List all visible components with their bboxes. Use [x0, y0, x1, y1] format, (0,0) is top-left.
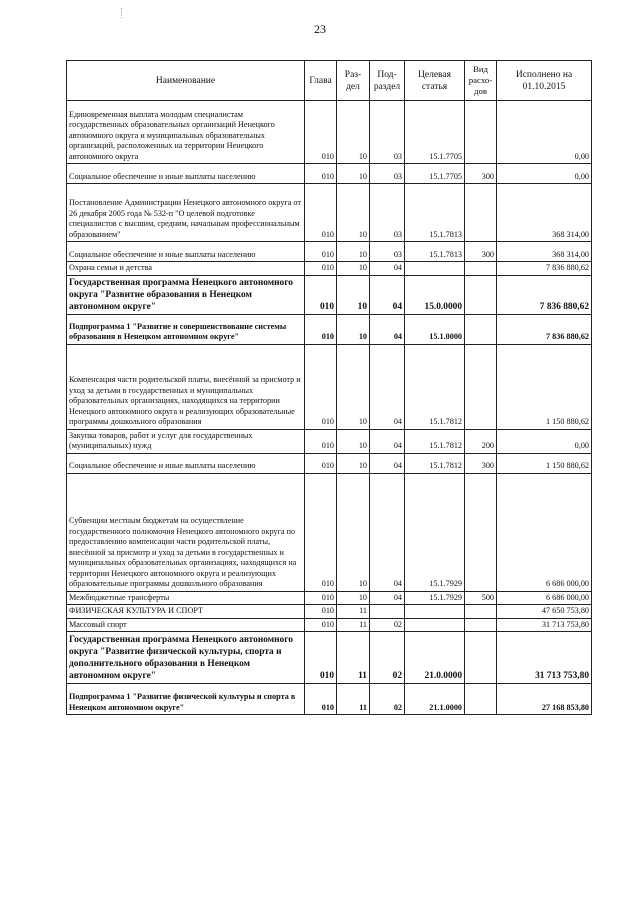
table-row — [67, 632, 592, 684]
row-name-cell: Социальное обеспечение и иные выплаты населению — [67, 453, 305, 473]
table-row — [67, 164, 592, 184]
table-row — [67, 275, 592, 314]
row-name-cell: Постановление Администрации Ненецкого автономного округа от 26 декабря 2005 года № 532-п "О целевой подготовке специалистов с высшим, средним, начальным профессиональным образованием" — [67, 184, 305, 242]
row-glava-cell: 010 — [305, 164, 337, 184]
row-vid-cell — [465, 101, 497, 164]
row-razdel-cell: 11 — [337, 632, 370, 684]
row-value-cell: 1 150 880,62 — [497, 344, 592, 429]
row-value-cell: 6 686 000,00 — [497, 473, 592, 591]
header-name: Наименование — [67, 61, 305, 101]
row-name-cell: Закупка товаров, работ и услуг для государственных (муниципальных) нужд — [67, 429, 305, 453]
table-row — [67, 473, 592, 591]
row-name-cell: Массовый спорт — [67, 618, 305, 632]
header-podrazdel: Под- раздел — [370, 61, 405, 101]
row-statya-cell: 15.0.0000 — [405, 275, 465, 314]
row-name-cell: Государственная программа Ненецкого автономного округа "Развитие образования в Ненецком автономном округе" — [67, 275, 305, 314]
row-razdel-cell: 10 — [337, 164, 370, 184]
row-value-cell: 7 836 880,62 — [497, 262, 592, 276]
row-name-cell: Единовременная выплата молодым специалистам государственных образовательных организаций Ненецкого автономного округа и муниципальных образовательных организаций, расположенных на территории Ненецкого автономного округа — [67, 101, 305, 164]
row-value-cell: 0,00 — [497, 164, 592, 184]
row-glava-cell: 010 — [305, 344, 337, 429]
row-podrazdel-cell: 02 — [370, 618, 405, 632]
row-statya-cell: 15.1.7705 — [405, 164, 465, 184]
row-value-cell: 31 713 753,80 — [497, 632, 592, 684]
row-vid-cell: 500 — [465, 591, 497, 605]
row-razdel-cell: 10 — [337, 275, 370, 314]
row-value-cell: 6 686 000,00 — [497, 591, 592, 605]
row-podrazdel-cell: 02 — [370, 684, 405, 715]
row-statya-cell: 15.1.7812 — [405, 453, 465, 473]
header-statya: Целевая статья — [405, 61, 465, 101]
row-name-cell: Социальное обеспечение и иные выплаты населению — [67, 242, 305, 262]
row-statya-cell: 15.1.7929 — [405, 591, 465, 605]
row-glava-cell: 010 — [305, 101, 337, 164]
row-razdel-cell: 10 — [337, 314, 370, 344]
row-razdel-cell: 10 — [337, 473, 370, 591]
row-vid-cell — [465, 605, 497, 619]
row-podrazdel-cell: 04 — [370, 429, 405, 453]
row-vid-cell — [465, 344, 497, 429]
row-podrazdel-cell: 03 — [370, 101, 405, 164]
row-statya-cell — [405, 262, 465, 276]
row-statya-cell — [405, 605, 465, 619]
row-statya-cell: 21.0.0000 — [405, 632, 465, 684]
table-row — [67, 605, 592, 619]
row-glava-cell: 010 — [305, 618, 337, 632]
row-value-cell: 7 836 880,62 — [497, 314, 592, 344]
row-name-cell: Субвенции местным бюджетам на осуществление государственного полномочия Ненецкого автономного округа по предоставлению компенсации части родительской платы, внесённой за присмотр и уход за детьми в государственных и муниципальных образовательных организациях, находящихся на территории Ненецкого автономного округа и реализующих образовательные программы дошкольного образования — [67, 473, 305, 591]
row-glava-cell: 010 — [305, 262, 337, 276]
row-glava-cell: 010 — [305, 605, 337, 619]
row-value-cell: 1 150 880,62 — [497, 453, 592, 473]
row-podrazdel-cell: 04 — [370, 344, 405, 429]
row-glava-cell: 010 — [305, 632, 337, 684]
table-body — [67, 101, 592, 715]
row-podrazdel-cell: 03 — [370, 164, 405, 184]
row-statya-cell: 15.1.0000 — [405, 314, 465, 344]
header-razdel: Раз- дел — [337, 61, 370, 101]
row-razdel-cell: 11 — [337, 605, 370, 619]
row-glava-cell: 010 — [305, 453, 337, 473]
row-razdel-cell: 11 — [337, 618, 370, 632]
row-name-cell: ФИЗИЧЕСКАЯ КУЛЬТУРА И СПОРТ — [67, 605, 305, 619]
row-podrazdel-cell: 04 — [370, 473, 405, 591]
row-razdel-cell: 10 — [337, 453, 370, 473]
table-row — [67, 429, 592, 453]
row-vid-cell — [465, 473, 497, 591]
row-statya-cell: 15.1.7929 — [405, 473, 465, 591]
row-razdel-cell: 11 — [337, 684, 370, 715]
row-value-cell: 7 836 880,62 — [497, 275, 592, 314]
row-statya-cell: 15.1.7813 — [405, 242, 465, 262]
row-podrazdel-cell: 04 — [370, 314, 405, 344]
table-row — [67, 184, 592, 242]
row-razdel-cell: 10 — [337, 429, 370, 453]
row-vid-cell — [465, 314, 497, 344]
scan-mark — [121, 8, 123, 18]
row-name-cell: Охрана семьи и детства — [67, 262, 305, 276]
row-vid-cell — [465, 632, 497, 684]
row-value-cell: 368 314,00 — [497, 242, 592, 262]
row-razdel-cell: 10 — [337, 591, 370, 605]
row-razdel-cell: 10 — [337, 101, 370, 164]
row-vid-cell — [465, 262, 497, 276]
row-podrazdel-cell: 02 — [370, 632, 405, 684]
row-podrazdel-cell: 04 — [370, 275, 405, 314]
table-row — [67, 591, 592, 605]
row-value-cell: 0,00 — [497, 429, 592, 453]
row-podrazdel-cell: 04 — [370, 453, 405, 473]
table-row — [67, 101, 592, 164]
row-name-cell: Подпрограмма 1 "Развитие и совершенствование системы образования в Ненецком автономном округе" — [67, 314, 305, 344]
row-vid-cell — [465, 275, 497, 314]
row-glava-cell: 010 — [305, 429, 337, 453]
row-name-cell: Социальное обеспечение и иные выплаты населению — [67, 164, 305, 184]
row-name-cell: Подпрограмма 1 "Развитие физической культуры и спорта в Ненецком автономном округе" — [67, 684, 305, 715]
row-glava-cell: 010 — [305, 275, 337, 314]
row-statya-cell — [405, 618, 465, 632]
row-statya-cell: 15.1.7705 — [405, 101, 465, 164]
table-row — [67, 314, 592, 344]
row-name-cell: Государственная программа Ненецкого автономного округа "Развитие физической культуры, спорта и дополнительного образования в Ненецком автономном округе" — [67, 632, 305, 684]
row-podrazdel-cell: 04 — [370, 591, 405, 605]
table-row — [67, 344, 592, 429]
row-statya-cell: 21.1.0000 — [405, 684, 465, 715]
row-podrazdel-cell: 04 — [370, 262, 405, 276]
row-name-cell: Компенсация части родительской платы, внесённой за присмотр и уход за детьми в государственных и муниципальных образовательных организациях, находящихся на территории Ненецкого автономного округа и реализующих образовательные программы дошкольного образования — [67, 344, 305, 429]
table-row — [67, 262, 592, 276]
row-podrazdel-cell — [370, 605, 405, 619]
row-value-cell: 27 168 853,80 — [497, 684, 592, 715]
row-glava-cell: 010 — [305, 473, 337, 591]
table-row — [67, 684, 592, 715]
budget-table — [66, 60, 592, 715]
header-vid: Вид расхо- дов — [465, 61, 497, 101]
header-executed: Исполнено на 01.10.2015 — [497, 61, 592, 101]
row-podrazdel-cell: 03 — [370, 184, 405, 242]
row-vid-cell: 300 — [465, 242, 497, 262]
row-vid-cell — [465, 184, 497, 242]
row-vid-cell: 200 — [465, 429, 497, 453]
row-statya-cell: 15.1.7812 — [405, 344, 465, 429]
row-value-cell: 368 314,00 — [497, 184, 592, 242]
row-name-cell: Межбюджетные трансферты — [67, 591, 305, 605]
row-value-cell: 0,00 — [497, 101, 592, 164]
row-glava-cell: 010 — [305, 684, 337, 715]
row-statya-cell: 15.1.7813 — [405, 184, 465, 242]
row-glava-cell: 010 — [305, 591, 337, 605]
table-row — [67, 242, 592, 262]
row-glava-cell: 010 — [305, 314, 337, 344]
row-vid-cell: 300 — [465, 164, 497, 184]
row-value-cell: 47 650 753,80 — [497, 605, 592, 619]
row-vid-cell — [465, 684, 497, 715]
table-row — [67, 618, 592, 632]
row-razdel-cell: 10 — [337, 262, 370, 276]
row-razdel-cell: 10 — [337, 344, 370, 429]
row-vid-cell — [465, 618, 497, 632]
page-number: 23 — [314, 22, 326, 36]
row-vid-cell: 300 — [465, 453, 497, 473]
header-glava: Глава — [305, 61, 337, 101]
row-razdel-cell: 10 — [337, 242, 370, 262]
row-podrazdel-cell: 03 — [370, 242, 405, 262]
row-glava-cell: 010 — [305, 242, 337, 262]
row-razdel-cell: 10 — [337, 184, 370, 242]
row-glava-cell: 010 — [305, 184, 337, 242]
table-row — [67, 453, 592, 473]
row-statya-cell: 15.1.7812 — [405, 429, 465, 453]
row-value-cell: 31 713 753,80 — [497, 618, 592, 632]
table-header-row — [67, 61, 592, 101]
